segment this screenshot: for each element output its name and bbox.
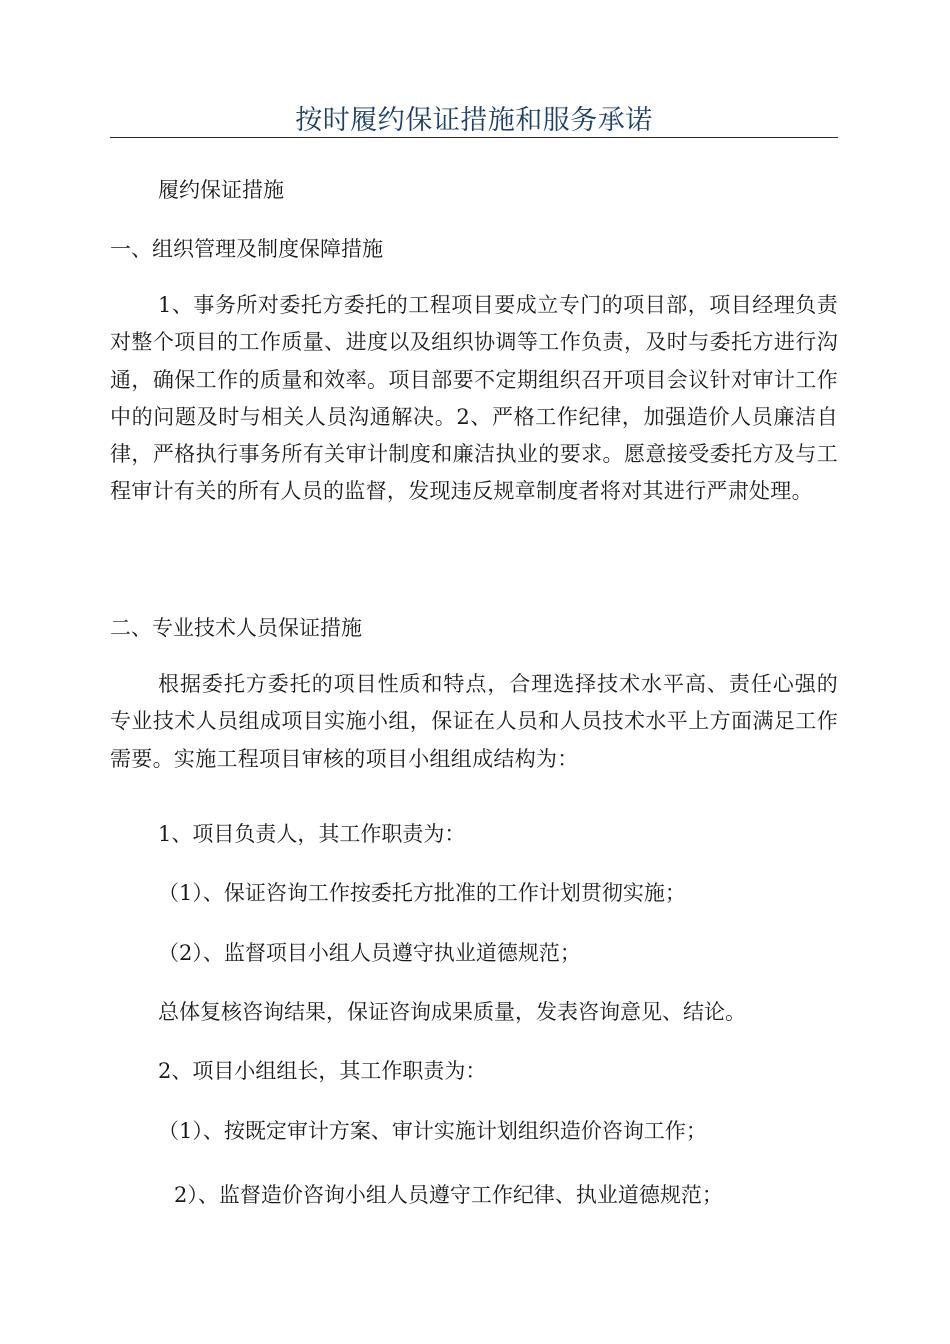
role-2-item-1: （1）、按既定审计方案、审计实施计划组织造价咨询工作； (158, 1119, 707, 1143)
role-2-item-2: 2）、监督造价咨询小组人员遵守工作纪律、执业道德规范； (174, 1183, 723, 1207)
document-title: 按时履约保证措施和服务承诺 (295, 105, 653, 136)
role-1-item-1: （1）、保证咨询工作按委托方批准的工作计划贯彻实施； (158, 881, 686, 905)
role-1-heading: 1、项目负责人，其工作职责为： (158, 822, 466, 846)
section-2-heading: 二、专业技术人员保证措施 (110, 616, 362, 640)
role-1-item-2: （2）、监督项目小组人员遵守执业道德规范； (158, 941, 581, 965)
subtitle: 履约保证措施 (158, 178, 284, 202)
role-1-summary: 总体复核咨询结果，保证咨询成果质量，发表咨询意见、结论。 (158, 1000, 746, 1024)
section-2-paragraph: 根据委托方委托的项目性质和特点，合理选择技术水平高、责任心强的专业技术人员组成项目实施小组，保证在人员和人员技术水平上方面满足工作需要。实施工程项目审核的项目小组组成结构为： (110, 672, 838, 771)
section-1-paragraph: 1、事务所对委托方委托的工程项目要成立专门的项目部，项目经理负责对整个项目的工作质量、进度以及组织协调等工作负责，及时与委托方进行沟通，确保工作的质量和效率。项目部要不定期组织召开项目会议针对审计工作中的问题及时与相关人员沟通解决。2、严格工作纪律，加强造价人员廉洁自律，严格执行事务所有关审计制度和廉洁执业的要求。愿意接受委托方及与工程审计有关的所有人员的监督，发现违反规章制度者将对其进行严肃处理。 (110, 293, 838, 504)
role-2-heading: 2、项目小组组长，其工作职责为： (158, 1059, 487, 1083)
section-1-heading: 一、组织管理及制度保障措施 (110, 237, 383, 261)
title-underline (110, 137, 838, 138)
